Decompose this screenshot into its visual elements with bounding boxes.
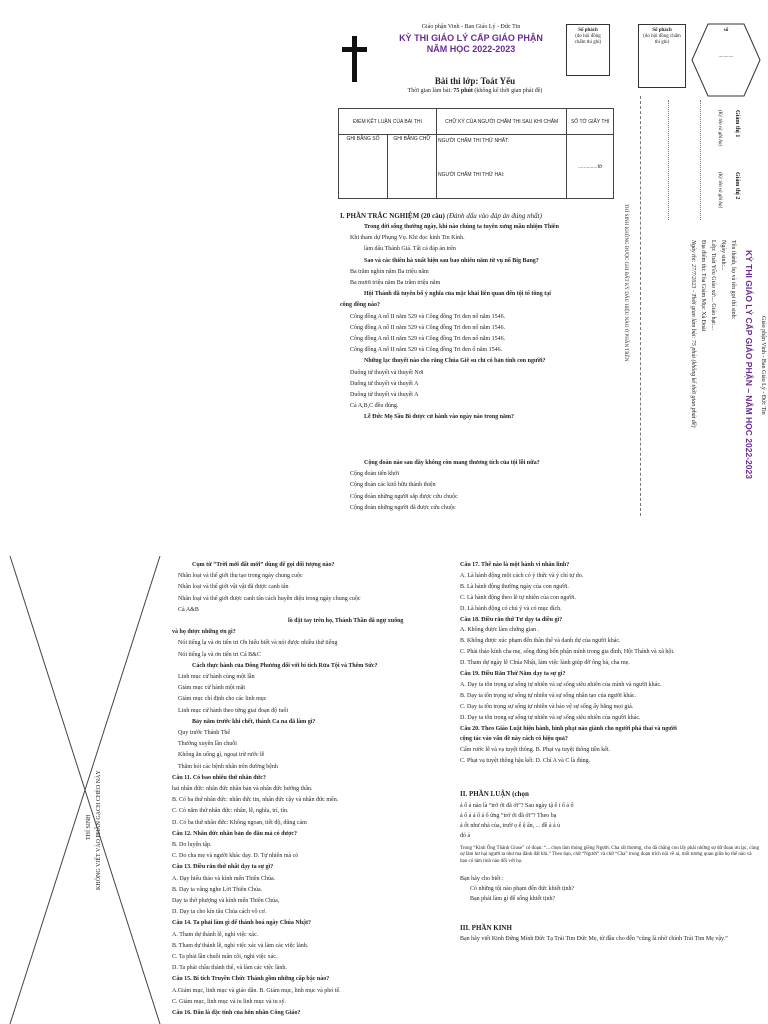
sheet-count-header: SỐ TỜ GIẤY THI [567,109,614,135]
candidate-name-field: Tên thánh, họ và tên gọi thí sinh: [730,240,736,320]
exam-time [340,88,610,95]
question-line: A. Tham dự thánh lễ, nghỉ việc xác. [172,931,259,938]
exam-date-field: Ngày thi: 27/7/2023 - Thời gian làm bài: 75 phút (không kể thời gian phát đề) [690,240,696,428]
question-line: Công đồng A nố II năm 529 và Công đồng Tri đen nố năm 1546. [350,336,506,342]
grader-1-label: NGƯỜI CHẤM THI THỨ NHẤT: [438,138,509,144]
question-line: B. Không được xúc phạm đến thân thể và danh dự của người khác. [460,638,621,645]
part2-q3-a: Có những tội nào phạm đến đức khiết tịnh? [470,886,575,892]
class-title: Bài thi lớp: Toát Yếu [434,76,516,86]
question-line: A. Là hành động một cách có ý thức và ý chí tự do. [460,572,584,579]
question-line: Cấm rước lễ và vạ tuyệt thông. B. Phạt vạ tuyệt thông tiền kết. [460,747,611,754]
question-line: Những lạc thuyết nào cho rằng Chúa Giê su chỉ có bản tính con người? [364,358,546,365]
question-line: Cộng đoàn những người sắp được cứu chuộc [350,493,458,500]
proctor-1-label: Giám thị 1 [734,110,740,138]
sophach-box-2 [638,24,686,88]
question-line: Duông tử thuyết và thuyết A [350,380,419,387]
question-line: Công đồng A nố II năm 529 và Công đồng Tri đen nố năm 1546. [350,324,506,331]
question-line: Lễ Đức Mẹ Sầu Bi được cử hành vào ngày nào trong năm? [364,414,515,421]
exam-title-line1: KỲ THI GIÁO LÝ CẤP GIÁO PHẬN [399,33,543,43]
question-line: Giám mục chỉ định cho các linh mục [178,696,267,703]
question-line: C. Ta phải lần chuỗi mân côi, nghỉ việc xác. [172,954,278,960]
question-line: hai nhân đức: nhân đức nhân bản và nhân đức hướng thần. [172,786,313,792]
part1-heading-note: (Đánh dấu vào đáp án đúng nhất) [446,212,542,220]
score-in-words: GHI BẰNG CHỮ [388,135,437,199]
question-line: Câu 15. Bí tích Truyền Chức Thánh gồm những cấp bậc nào? [172,976,330,983]
proctor-dotted-1 [668,100,669,220]
question-line: D. Dạy ta cho kín tâu Chúa cách vô cơ. [172,909,267,916]
time-suffix: (không kể thời gian phát đề) [474,88,543,94]
question-line: B. Có ba thứ nhân đức: nhân đức tin, nhân đức cậy và nhân đức mến. [172,797,339,804]
grader-2-label: NGƯỜI CHẤM THI THỨ HAI: [438,172,505,178]
question-line: Câu 20. Theo Giáo Luật hiện hành, hình phạt nào giành cho người phá thai và người [460,725,677,732]
question-line: Câu 11. Có bao nhiêu thứ nhân đức? [172,774,266,781]
part2-q1-line4: đó ả [460,833,471,839]
question-line: Khi tham dự Phụng Vụ. Khi đọc kinh Tin Kính. [350,235,465,242]
question-line: Công đồng A nố II năm 529 và Công đồng Tri đen nố năm 1546. [350,313,506,320]
diocese-name: Giáo phận Vinh - Ban Giáo Lý - Đức Tin [421,24,521,30]
question-line: Câu 14. Ta phải làm gì để thánh hoá ngày Chúa Nhật? [172,920,312,927]
sophach-note-2: (do hội đồng chấm thi ghi) [643,33,681,45]
question-line: lò đặt tay trên họ, Thánh Thần đã ngự xuống [288,618,404,624]
question-line: Linh mục cử hành theo từng giai đoạn độ tuổi [178,707,288,714]
part3-prompt: Bạn hãy viết Kinh Đứng Mình Đức Tạ Trái Tim Đức Mẹ, từ đầu cho đến “cũng là nhờ chính Trái Tim Mẹ vậy.” [460,936,728,942]
left-margin-label-2: KHÔNG VIẾT VÀO PHẦN GẠCH CHÉO NÀY [96,770,102,890]
question-line: B. Dạy ta vâng nghe Lời Thiên Chúa. [172,886,263,893]
question-line: A. Dạy hiếu thảo và kính mến Thiên Chúa. [172,875,276,882]
side-exam-title: KỲ THI GIÁO LÝ CẤP GIÁO PHẬN – NĂM HỌC 2022-2023 [744,250,754,479]
question-line: B. Tham dự thánh lễ, nghỉ việc xác và làm các việc lành. [172,942,309,949]
question-line: Ba mươi triệu năm Ba trăm triệu năm [350,280,441,286]
question-line: A. Dạy ta tôn trọng sự sống tự nhiên và sự sống siêu nhiên của mình và người khác. [460,681,662,688]
question-line: cộng tác vào vấn đề này cách có hiệu quả? [460,736,568,743]
part2-heading: II. PHẦN LUẬN (chọn [460,790,529,798]
question-line: Câu 18. Điều răn thứ Tư dạy ta điều gì? [460,616,563,623]
exam-location-field: Địa điểm thi: Tòa Giám Mục Xã Đoài [700,240,706,332]
question-line: Thăm hỏi các bệnh nhân trên đường bệnh [178,763,278,770]
question-line: Trong đời sống thường ngày, khi nào chúng ta tuyên xưng mầu nhiệm Thiên [364,224,559,230]
question-line: B. Dạy ta tôn trọng sự sống tự nhiên và sự sống nhân tạo của người khác. [460,692,637,699]
question-line: công đồng nào? [340,302,381,309]
candidate-number-label: số [723,28,729,33]
question-line: D. Có ba thứ nhân đức: Không ngoan, tiết độ, dũng cảm [172,819,307,826]
question-line: A. Không được làm chứng gian . [460,627,539,634]
question-line: và họ được những ơn gì? [172,629,236,636]
part2-q1-line3: ả ốt như nhà của, trườ ọ ể ệ ẩn, ... đề ả ả ủ [460,823,561,829]
question-line: Câu 19. Điều Răn Thứ Năm dạy ta sự gì? [460,671,566,677]
score-in-number: GHI BẰNG SỐ [339,135,388,199]
candidate-number-dots: ............ [718,54,734,59]
sheet-count-value: ..............tờ [567,135,614,199]
question-line: C. Do cha mẹ và người khác dạy. D. Tự nhiên mà có [172,853,299,860]
question-line: Nói tiếng lạ và ơn tiên tri Cả B&C [178,651,261,658]
question-line: Linh mục cử hành cùng một lần [178,674,255,680]
no-marks-warning: THÍ SINH KHÔNG ĐƯỢC GHI BẤT KỲ DẤU HIỆU NÀO Ở PHẦN TRÊN [623,204,628,362]
sophach-label-2: Số phách [652,28,672,33]
side-diocese: Giáo phận Vinh - Ban Giáo Lý - Đức Tin [760,316,766,415]
left-margin-label-1: THÍ SINH [86,814,92,840]
part1-heading [340,212,542,220]
part1-heading-text: I. PHẦN TRẮC NGHIỆM (20 câu) [340,212,445,220]
question-line: C. Là hành động theo lẽ tự nhiên của con người. [460,594,576,601]
proctor-dotted-2 [700,100,701,220]
question-line: Duông tử thuyết và thuyết Nơi [350,369,424,376]
question-line: Nhân loại và thế giới thụ tạo trong ngày chung cuộc [178,573,303,580]
hatched-margin [0,556,170,1024]
question-line: Cộng đoàn tiên khởi [350,471,400,478]
question-line: Sao và các thiên hà xuất hiện sau bao nhiêu năm từ vụ nổ Big Bang? [364,257,539,264]
question-line: Cả A&B [178,606,199,613]
question-line: Giám mục cử hành một mặt [178,685,246,692]
time-prefix: Thời gian làm bài: [407,88,452,94]
graders-cell [437,135,567,199]
time-value: 75 phút [453,88,473,94]
question-line: Cộng đoàn nào sau đây không còn mang thương tích của tội lỗi nữa? [364,460,540,466]
question-line: B. Do luyện tập. [172,842,212,848]
part2-q1-line1: ả ố ả nào là “trở ới đã ới”? Sau ngày tậ ế i ố ả ố [460,803,574,809]
question-line: Câu 17. Thế nào là một hành vi nhân linh? [460,562,570,568]
question-line: Cộng đoàn các kitô hữu thánh thiện [350,482,436,489]
question-line: Nhân loại và thế giới vật vật đã được canh tân [178,584,289,591]
question-line: Bảy năm trước khi chết, thánh Ca na đã làm gì? [192,718,316,725]
proctor-2-note: (Ký tên và ghi họ) [717,172,722,209]
question-line: D. Là hành động có chủ ý và có mục đích. [460,605,562,612]
sophach-note-1: (do hội đồng chấm thi ghi) [574,33,602,45]
question-line: Nhân loại và thế giới được canh tân cách huyền diệu trong ngày chung cuộc [178,595,361,602]
sophach-box-1 [566,24,610,76]
question-line: C. Giám mục, linh mục và tu linh mục và tu sỹ. [172,998,286,1005]
class-parish-field: Lớp: Toát Yếu Giáo xứ:... Giáo hạt:... [710,240,716,330]
part2-q3-b: Bạn phải làm gì để sống khiết tịnh? [470,896,556,902]
part3-heading: III. PHẦN KINH [460,924,512,932]
grading-table [338,108,614,199]
question-line: Không ăn uống gì, ngoại trừ rước lễ [178,752,265,759]
question-line: C. Phải thảo kính cha mẹ, sống đúng bổn phận mình trong gia đình, Hội Thánh và xã hội. [460,649,675,656]
question-line: B. Là hành động thường ngày của con người. [460,583,569,590]
question-line: Duông tử thuyết và thuyết A [350,392,419,398]
question-line: Cả A,B,C đều đúng. [350,403,399,410]
part2-q3-intro: Bạn hãy cho biết : [460,876,504,882]
question-line: Ba trăm nghìn năm Ba triệu năm [350,268,429,275]
question-line: D. Dạy ta tôn trọng sự sống tự nhiên và sự sống siêu nhiên của người khác. [460,714,641,721]
question-line: Câu 12. Nhân đức nhân bản do đâu mà có được? [172,830,298,837]
birth-date-field: Ngày sinh:... [720,240,726,271]
question-line: C. Phạt vạ tuyệt thông hậu kết. D. Chỉ A và C là đúng. [460,758,591,765]
part2-q2: Trong “Kinh Ông Thánh Giuse” có đoạn: “... chọn làm thóng giềng Người. Cha rất thương, cho đã chăng con lấy phải những sự dữ đoan ưu lạc, cùng sự làm hư hại người ta như ma đãnh đất khi.” Theo bạn, chữ “Người” và chữ “Cha” trong đoạn trích nói về ai, mối tương quan giữa họ thế nào và bạn có tâm tình nào đối với họ. [460,846,759,864]
question-line: C. Dạy ta tôn trọng sự sống tự nhiên và bảo vệ sự sống ấy bằng mọi giá. [460,703,634,710]
question-line: C. Có năm thứ nhân đức: nhân, lễ, nghĩa, trí, tín. [172,808,289,815]
question-line: làm dấu Thánh Giá. Tất cả đáp án trên [364,246,456,253]
question-line: Hội Thánh đã tuyên bố ý nghĩa của mặc khải liên quan đến tội tổ tông tại [364,291,551,298]
question-line: Thường xuyên lần chuỗi [178,741,237,748]
exam-title-line2: NĂM HỌC 2022-2023 [426,44,516,54]
question-line: Câu 16. Đâu là đặc tính của hôn nhân Công Giáo? [172,1010,301,1016]
grader-signature-header: CHỮ KÝ CỦA NGƯỜI CHẤM THI SAU KHI CHẤM [437,109,567,135]
sophach-label-1: Số phách [578,28,598,33]
final-score-header: ĐIỂM KẾT LUẬN CỦA BÀI THI [339,109,437,135]
cut-line [640,96,641,516]
question-line: Cách thực hành của Đông Phương đối với bí tích Rửa Tội và Thêm Sức? [192,662,378,669]
question-line: Dạy ta thờ phượng và kính mến Thiên Chúa, [172,898,280,904]
proctor-2-label: Giám thị 2 [734,172,740,200]
question-line: D. Tham dự ngày lễ Chúa Nhật, làm việc lành giúp đỡ ông bà, cha mẹ. [460,660,630,667]
proctor-1-note: (Ký tên và ghi họ) [717,110,722,147]
question-line: Câu 13. Điều răn thứ nhất dạy ta sự gì? [172,864,274,871]
question-line: A.Giám mục, linh mục và giáo dân. B. Giám mục, linh mục và phó tế. [172,987,341,994]
question-line: Quy trước Thánh Thể [178,730,231,736]
question-line: Cộng đoàn những người đã được cứu chuộc [350,504,456,511]
question-line: D. Ta phải chầu thánh thể, và làm các việc lành. [172,965,287,972]
question-line: Cụm từ “Trời mới đất mới” dùng để gọi đối tượng nào? [192,562,335,568]
question-line: Công đồng A nố II năm 529 và Công đồng Tri đen ố năm 1546. [350,347,503,354]
question-line: Nói tiếng lạ và ơn tiên tri Ơn hiểu biết và nói được nhiều thứ tiếng [178,640,338,647]
part2-q1-line2: ả ố ả ả ố ả ố ừng “trở ới đã ới”? Theo bạ [460,813,557,819]
